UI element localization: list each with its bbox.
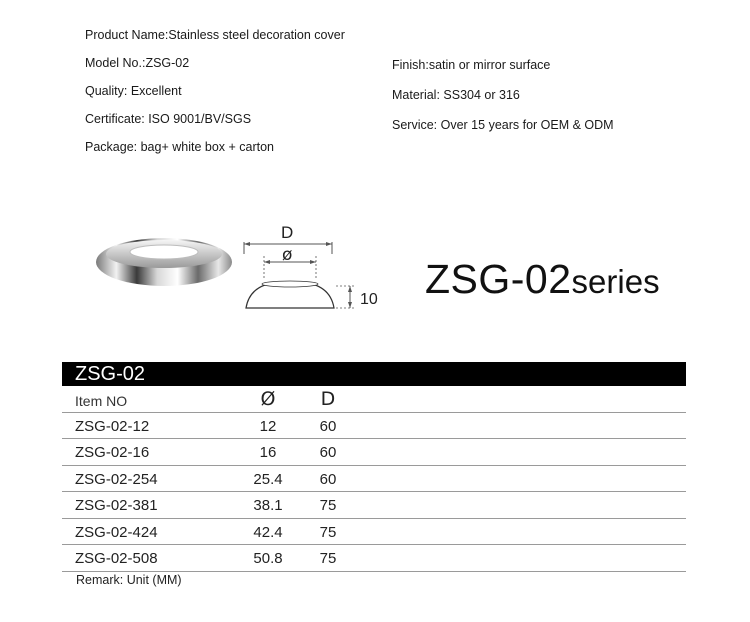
d-cell: 75 (319, 523, 337, 541)
d-cell: 75 (319, 497, 337, 514)
phi-cell: 16 (259, 444, 277, 461)
item-no-cell: ZSG-02-424 (75, 523, 158, 541)
table-row (62, 545, 686, 572)
table-row (62, 413, 686, 440)
item-no-cell: ZSG-02-508 (75, 550, 158, 567)
dimension-diagram (236, 222, 396, 322)
table-row (62, 466, 686, 493)
spec-service: Service: Over 15 years for OEM & ODM (392, 118, 614, 132)
column-header-phi: Ø (260, 388, 276, 410)
spec-finish: Finish:satin or mirror surface (392, 58, 551, 72)
item-no-cell: ZSG-02-254 (75, 470, 158, 488)
item-no-cell: ZSG-02-12 (75, 417, 150, 435)
d-cell: 60 (319, 444, 337, 461)
phi-cell: 42.4 (253, 523, 283, 541)
table-title: ZSG-02 (62, 362, 686, 386)
spec-product-name: Product Name:Stainless steel decoration cover (85, 28, 345, 42)
column-header-item: Item NO (75, 393, 128, 409)
series-title (425, 256, 660, 303)
table-row (62, 492, 686, 519)
phi-cell: 38.1 (253, 497, 283, 514)
d-cell: 60 (319, 417, 337, 435)
series-suffix: series (571, 263, 660, 300)
spec-certificate: Certificate: ISO 9001/BV/SGS (85, 112, 252, 126)
item-no-cell: ZSG-02-16 (75, 444, 150, 461)
product-photo (94, 228, 234, 290)
item-no-cell: ZSG-02-381 (75, 497, 158, 514)
column-header-d: D (320, 388, 336, 410)
series-model: ZSG-02 (425, 256, 572, 302)
d-cell: 75 (319, 550, 337, 567)
diagram-height-label: 10 (360, 291, 378, 308)
remark-text: Remark: Unit (MM) (76, 573, 182, 587)
d-cell: 60 (319, 470, 337, 488)
phi-cell: 50.8 (253, 550, 283, 567)
spec-model-no: Model No.:ZSG-02 (85, 56, 190, 70)
phi-cell: 12 (259, 417, 277, 435)
diagram-d-label: D (281, 223, 294, 242)
table-header-row (62, 386, 686, 413)
diagram-phi-label: ø (282, 245, 293, 265)
spec-quality: Quality: Excellent (85, 84, 182, 98)
phi-cell: 25.4 (253, 470, 283, 488)
table-row (62, 439, 686, 466)
spec-material: Material: SS304 or 316 (392, 88, 520, 102)
table-row (62, 519, 686, 546)
spec-table (62, 362, 686, 572)
spec-package: Package: bag+ white box + carton (85, 140, 275, 154)
